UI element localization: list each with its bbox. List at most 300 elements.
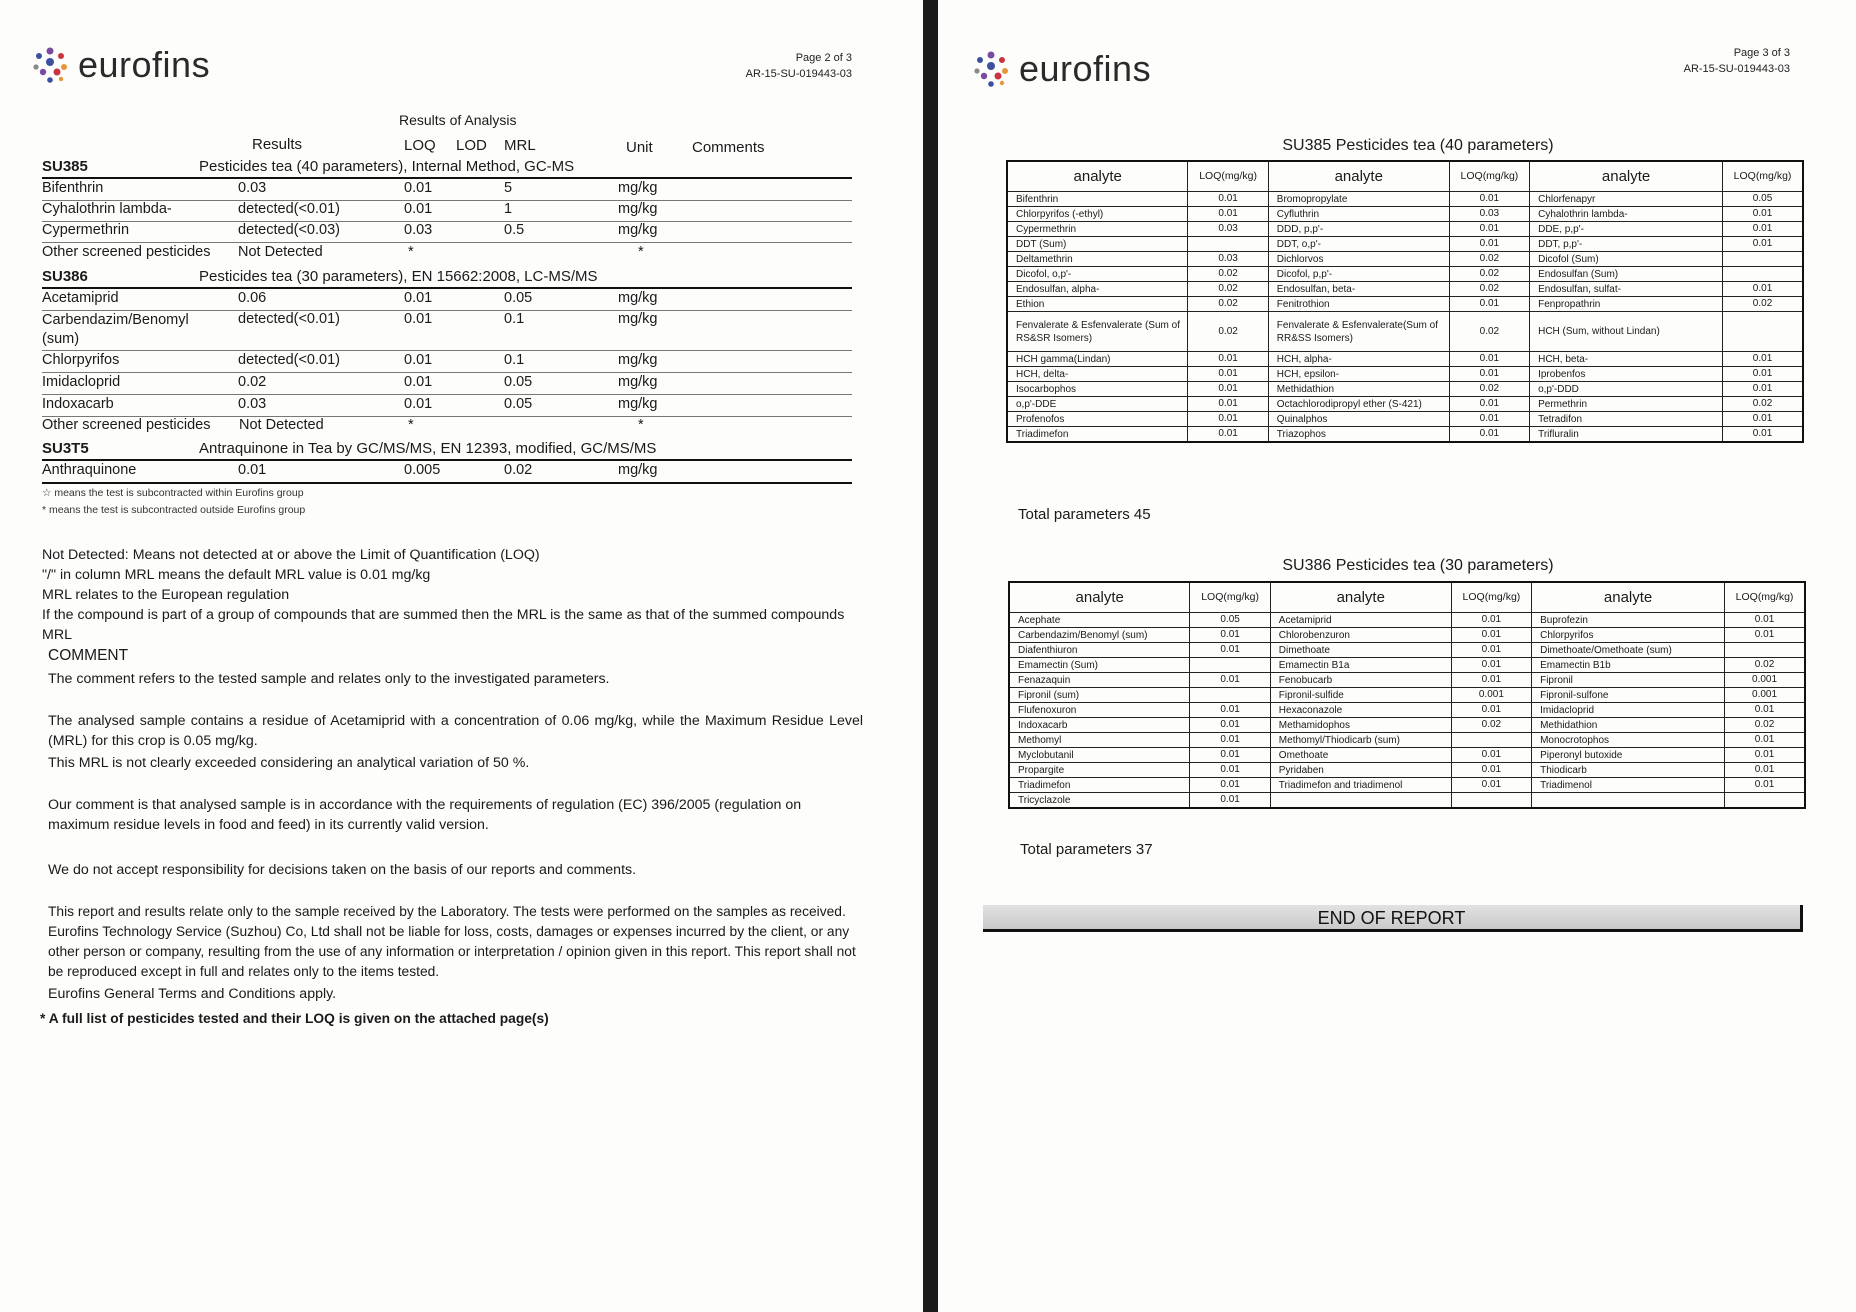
table-row xyxy=(1009,642,1805,657)
loq-value: 0.03 xyxy=(1188,251,1268,266)
analyte-result: Not Detected xyxy=(239,417,324,433)
loq-value xyxy=(1190,657,1270,672)
brand-name: eurofins xyxy=(1019,48,1152,89)
loq-value: 0.01 xyxy=(1188,351,1268,366)
analyte-name: DDE, p,p'- xyxy=(1530,221,1723,236)
table-row xyxy=(1009,792,1805,808)
analyte-name: Fipronil (sum) xyxy=(1009,687,1190,702)
analyte-name: Cyhalothrin lambda- xyxy=(1530,206,1723,221)
loq-value: 0.02 xyxy=(1449,281,1529,296)
analyte-header: analyte xyxy=(1007,161,1188,191)
analyte-name: Endosulfan, sulfat- xyxy=(1530,281,1723,296)
disclaimer: This report and results relate only to the sample received by the Laboratory. The tests were performed on the samples as received. Eurofins Technology Service (Suzhou) Co, Ltd shall not be liable for loss, costs, damages or expenses incurred by the client, or any other person or company, resulting from the use of any information or interpretation / opinion given in this report. This report shall not be reproduced except in full and relates only to the items tested. xyxy=(48,904,856,979)
group-description: Pesticides tea (30 parameters), EN 15662:2008, LC-MS/MS xyxy=(199,268,598,285)
loq-value: 0.01 xyxy=(1723,206,1803,221)
loq-value: 0.01 xyxy=(1451,657,1531,672)
loq-value: 0.02 xyxy=(1188,296,1268,311)
analyte-mrl: 1 xyxy=(504,201,513,217)
su386-table-body xyxy=(1009,612,1805,808)
analyte-name xyxy=(1270,792,1451,808)
analyte-name: Methomyl xyxy=(1009,732,1190,747)
analyte-result: 0.01 xyxy=(238,462,267,478)
analyte-name: Triazophos xyxy=(1268,426,1449,442)
table-row xyxy=(1009,672,1805,687)
loq-value: 0.01 xyxy=(1725,762,1805,777)
analyte-name: Emamectin (Sum) xyxy=(1009,657,1190,672)
loq-value: 0.01 xyxy=(1190,702,1270,717)
analyte-loq: 0.01 xyxy=(404,352,433,368)
table-row xyxy=(1007,411,1803,426)
result-row xyxy=(42,351,852,373)
loq-value: 0.02 xyxy=(1723,396,1803,411)
header-lod: LOD xyxy=(456,137,487,154)
loq-value: 0.01 xyxy=(1188,366,1268,381)
su385-parameters-table xyxy=(1006,160,1804,443)
analyte-name: Iprobenfos xyxy=(1530,366,1723,381)
loq-value: 0.01 xyxy=(1449,396,1529,411)
loq-value: 0.01 xyxy=(1723,221,1803,236)
comment-responsibility: We do not accept responsibility for decisions taken on the basis of our reports and comments. xyxy=(48,862,637,878)
loq-value xyxy=(1725,792,1805,808)
result-row xyxy=(42,461,852,484)
loq-value: 0.01 xyxy=(1188,411,1268,426)
analyte-name: HCH gamma(Lindan) xyxy=(1007,351,1188,366)
analyte-header: analyte xyxy=(1268,161,1449,191)
result-row xyxy=(42,179,852,201)
analyte-name: Monocrotophos xyxy=(1532,732,1725,747)
loq-value: 0.02 xyxy=(1449,381,1529,396)
loq-value: 0.01 xyxy=(1451,612,1531,627)
analyte-name: Fenitrothion xyxy=(1268,296,1449,311)
loq-value: 0.01 xyxy=(1723,426,1803,442)
loq-value: 0.02 xyxy=(1449,266,1529,281)
analyte-loq: * xyxy=(408,417,414,433)
analyte-result: detected(<0.01) xyxy=(238,352,340,368)
header-unit: Unit xyxy=(626,139,653,156)
eurofins-logo-icon xyxy=(971,49,1011,89)
analyte-name: Permethrin xyxy=(1530,396,1723,411)
loq-value: 0.05 xyxy=(1723,191,1803,206)
table-row xyxy=(1007,381,1803,396)
analyte-name: Fenvalerate & Esfenvalerate(Sum of RR&SS Isomers) xyxy=(1268,311,1449,351)
table-row xyxy=(1007,426,1803,442)
loq-value: 0.02 xyxy=(1725,657,1805,672)
analyte-unit: mg/kg xyxy=(618,396,658,412)
analyte-mrl: 0.02 xyxy=(504,462,533,478)
analyte-name: Methamidophos xyxy=(1270,717,1451,732)
loq-value xyxy=(1451,732,1531,747)
loq-header: LOQ(mg/kg) xyxy=(1723,161,1803,191)
footnote-within: ☆ means the test is subcontracted within Eurofins group xyxy=(42,487,304,499)
analyte-name: Dimethoate xyxy=(1270,642,1451,657)
analyte-loq: * xyxy=(408,244,414,260)
analyte-name: Chlorfenapyr xyxy=(1530,191,1723,206)
result-row xyxy=(42,395,852,417)
analyte-result: Not Detected xyxy=(238,244,323,260)
loq-value: 0.01 xyxy=(1451,762,1531,777)
analyte-unit: mg/kg xyxy=(618,180,658,196)
analyte-name: HCH, alpha- xyxy=(1268,351,1449,366)
analyte-name: Cyfluthrin xyxy=(1268,206,1449,221)
eurofins-logo xyxy=(971,48,1151,90)
su386-total: Total parameters 37 xyxy=(1020,841,1153,858)
analyte-name: Endosulfan, alpha- xyxy=(1007,281,1188,296)
comment-heading: COMMENT xyxy=(48,647,129,664)
loq-value: 0.01 xyxy=(1723,381,1803,396)
table-row xyxy=(1009,627,1805,642)
loq-value: 0.02 xyxy=(1188,266,1268,281)
analyte-name: Deltamethrin xyxy=(1007,251,1188,266)
analyte-name: Carbendazim/Benomyl (sum) xyxy=(1009,627,1190,642)
analyte-name: Triadimenol xyxy=(1532,777,1725,792)
analyte-name: Indoxacarb xyxy=(1009,717,1190,732)
analyte-unit: mg/kg xyxy=(618,374,658,390)
table-header-row xyxy=(1007,161,1803,191)
analyte-name: Triadimefon and triadimenol xyxy=(1270,777,1451,792)
analyte-name: Myclobutanil xyxy=(1009,747,1190,762)
loq-value: 0.01 xyxy=(1449,411,1529,426)
loq-value: 0.01 xyxy=(1723,366,1803,381)
loq-header: LOQ(mg/kg) xyxy=(1190,582,1270,612)
loq-value: 0.01 xyxy=(1449,236,1529,251)
loq-header: LOQ(mg/kg) xyxy=(1188,161,1268,191)
full-list-note: * A full list of pesticides tested and their LOQ is given on the attached page(s) xyxy=(40,1011,549,1026)
analyte-unit: mg/kg xyxy=(618,290,658,306)
group-code: SU385 xyxy=(42,158,88,175)
su385-total: Total parameters 45 xyxy=(1018,506,1151,523)
loq-value: 0.02 xyxy=(1451,717,1531,732)
analyte-name: Tetradifon xyxy=(1530,411,1723,426)
analyte-name: Propargite xyxy=(1009,762,1190,777)
analyte-name: HCH (Sum, without Lindan) xyxy=(1530,311,1723,351)
loq-value: 0.01 xyxy=(1190,732,1270,747)
table-row xyxy=(1007,396,1803,411)
loq-value: 0.01 xyxy=(1188,191,1268,206)
analyte-name: Acetamiprid xyxy=(42,290,119,306)
analyte-result: detected(<0.01) xyxy=(238,201,340,217)
analyte-result: detected(<0.01) xyxy=(238,311,340,327)
analyte-mrl: 0.1 xyxy=(504,311,525,327)
result-row xyxy=(42,221,852,243)
analyte-name: Methidathion xyxy=(1532,717,1725,732)
analyte-name: Chlorobenzuron xyxy=(1270,627,1451,642)
loq-value: 0.01 xyxy=(1449,351,1529,366)
page-info xyxy=(700,50,852,82)
loq-value: 0.02 xyxy=(1449,251,1529,266)
analyte-name: Thiodicarb xyxy=(1532,762,1725,777)
table-row xyxy=(1009,777,1805,792)
analyte-name: Indoxacarb xyxy=(42,396,114,412)
loq-value xyxy=(1725,642,1805,657)
analyte-header: analyte xyxy=(1009,582,1190,612)
analyte-result: detected(<0.03) xyxy=(238,222,340,238)
loq-value: 0.03 xyxy=(1449,206,1529,221)
analyte-name: Triadimefon xyxy=(1007,426,1188,442)
analyte-name: Cypermethrin xyxy=(42,222,130,238)
analyte-name: HCH, beta- xyxy=(1530,351,1723,366)
loq-value: 0.01 xyxy=(1725,747,1805,762)
loq-value: 0.01 xyxy=(1188,206,1268,221)
analyte-unit: mg/kg xyxy=(618,462,658,478)
table-row xyxy=(1009,747,1805,762)
table-row xyxy=(1007,251,1803,266)
analyte-name: Fenvalerate & Esfenvalerate (Sum of RS&SR Isomers) xyxy=(1007,311,1188,351)
loq-value: 0.01 xyxy=(1449,221,1529,236)
analyte-name: Flufenoxuron xyxy=(1009,702,1190,717)
loq-header: LOQ(mg/kg) xyxy=(1451,582,1531,612)
loq-value: 0.01 xyxy=(1188,396,1268,411)
analyte-name: Diafenthiuron xyxy=(1009,642,1190,657)
analyte-name: Omethoate xyxy=(1270,747,1451,762)
result-row xyxy=(42,310,852,351)
table-row xyxy=(1009,717,1805,732)
loq-value: 0.01 xyxy=(1451,642,1531,657)
loq-value: 0.01 xyxy=(1190,747,1270,762)
loq-value: 0.02 xyxy=(1723,296,1803,311)
loq-value: 0.01 xyxy=(1449,366,1529,381)
group-code: SU3T5 xyxy=(42,440,89,457)
analyte-name: Bifenthrin xyxy=(42,180,104,196)
analyte-name: Chlorpyrifos xyxy=(42,352,120,368)
report-reference: AR-15-SU-019443-03 xyxy=(1683,63,1790,75)
analyte-loq: 0.005 xyxy=(404,462,441,478)
table-row xyxy=(1007,191,1803,206)
end-of-report-bar: END OF REPORT xyxy=(983,905,1803,932)
analyte-name: Profenofos xyxy=(1007,411,1188,426)
loq-value: 0.02 xyxy=(1188,281,1268,296)
comment-compliance: Our comment is that analysed sample is in accordance with the requirements of regulation (EC) 396/2005 (regulation on maximum residue levels in food and feed) in its currently valid version. xyxy=(48,797,802,833)
loq-value: 0.02 xyxy=(1449,311,1529,351)
note: MRL relates to the European regulation xyxy=(42,587,290,603)
result-row xyxy=(42,243,852,264)
analyte-name: Bifenthrin xyxy=(1007,191,1188,206)
loq-value: 0.01 xyxy=(1451,702,1531,717)
analyte-name: Chlorpyrifos xyxy=(1532,627,1725,642)
analyte-name: Quinalphos xyxy=(1268,411,1449,426)
table-row xyxy=(1009,732,1805,747)
table-row xyxy=(1009,762,1805,777)
table-row xyxy=(1007,281,1803,296)
loq-value: 0.02 xyxy=(1725,717,1805,732)
loq-value: 0.03 xyxy=(1188,221,1268,236)
table-row xyxy=(1009,702,1805,717)
analyte-result: 0.03 xyxy=(238,396,267,412)
analyte-name: Acephate xyxy=(1009,612,1190,627)
loq-value: 0.01 xyxy=(1190,792,1270,808)
analyte-name: HCH, epsilon- xyxy=(1268,366,1449,381)
analyte-name: DDT, p,p'- xyxy=(1530,236,1723,251)
analyte-loq: 0.01 xyxy=(404,396,433,412)
analyte-name: Acetamiprid xyxy=(1270,612,1451,627)
analyte-name: Tricyclazole xyxy=(1009,792,1190,808)
note: Not Detected: Means not detected at or above the Limit of Quantification (LOQ) xyxy=(42,547,540,563)
analyte-name: DDD, p,p'- xyxy=(1268,221,1449,236)
page-info xyxy=(1638,45,1790,77)
analyte-name: Isocarbophos xyxy=(1007,381,1188,396)
su386-table-title: SU386 Pesticides tea (30 parameters) xyxy=(1282,557,1554,574)
analyte-name: Fenazaquin xyxy=(1009,672,1190,687)
analyte-loq: 0.01 xyxy=(404,374,433,390)
brand-name: eurofins xyxy=(78,44,211,85)
loq-value xyxy=(1188,236,1268,251)
analyte-name: Dicofol, o,p'- xyxy=(1007,266,1188,281)
analyte-name: Ethion xyxy=(1007,296,1188,311)
results-title: Results of Analysis xyxy=(399,112,517,128)
analyte-name: Cypermethrin xyxy=(1007,221,1188,236)
analyte-loq: 0.03 xyxy=(404,222,433,238)
loq-value: 0.01 xyxy=(1188,381,1268,396)
loq-value: 0.01 xyxy=(1449,296,1529,311)
header-comments: Comments xyxy=(692,139,765,156)
table-row xyxy=(1007,311,1803,351)
su385-table-title: SU385 Pesticides tea (40 parameters) xyxy=(1282,137,1554,154)
loq-value xyxy=(1723,251,1803,266)
table-row xyxy=(1007,366,1803,381)
page-number: Page 2 of 3 xyxy=(795,52,852,64)
loq-value: 0.01 xyxy=(1451,747,1531,762)
loq-value: 0.01 xyxy=(1190,672,1270,687)
eurofins-logo xyxy=(30,44,210,86)
result-row xyxy=(42,200,852,222)
loq-value: 0.01 xyxy=(1725,627,1805,642)
analyte-unit: * xyxy=(638,417,644,433)
analyte-mrl: 5 xyxy=(504,180,513,196)
su385-table-body xyxy=(1007,191,1803,442)
loq-value: 0.01 xyxy=(1725,702,1805,717)
analyte-name: Cyhalothrin lambda- xyxy=(42,201,172,217)
analyte-name: Fipronil-sulfide xyxy=(1270,687,1451,702)
analyte-loq: 0.01 xyxy=(404,290,433,306)
analyte-mrl: 0.1 xyxy=(504,352,525,368)
footnote-outside: * means the test is subcontracted outside Eurofins group xyxy=(42,504,306,516)
result-row xyxy=(42,416,852,437)
table-row xyxy=(1007,351,1803,366)
table-row xyxy=(1009,687,1805,702)
analyte-name: Dimethoate/Omethoate (sum) xyxy=(1532,642,1725,657)
loq-value: 0.01 xyxy=(1190,717,1270,732)
analyte-result: 0.02 xyxy=(238,374,267,390)
analyte-name: Fipronil-sulfone xyxy=(1532,687,1725,702)
analyte-unit: mg/kg xyxy=(618,311,658,327)
table-row xyxy=(1009,612,1805,627)
analyte-mrl: 0.5 xyxy=(504,222,525,238)
analyte-name: Emamectin B1b xyxy=(1532,657,1725,672)
loq-value: 0.02 xyxy=(1188,311,1268,351)
group-code: SU386 xyxy=(42,268,88,285)
analyte-mrl: 0.05 xyxy=(504,290,533,306)
analyte-name: Imidacloprid xyxy=(42,374,121,390)
analyte-result: 0.06 xyxy=(238,290,267,306)
analyte-name: Carbendazim/Benomyl (sum) xyxy=(42,312,189,347)
group-su386 xyxy=(42,267,852,289)
report-reference: AR-15-SU-019443-03 xyxy=(745,68,852,80)
analyte-name: Endosulfan, beta- xyxy=(1268,281,1449,296)
comment-variation: This MRL is not clearly exceeded considering an analytical variation of 50 %. xyxy=(48,755,530,771)
page-divider xyxy=(923,0,938,1312)
loq-value: 0.001 xyxy=(1451,687,1531,702)
note: "/" in column MRL means the default MRL value is 0.01 mg/kg xyxy=(42,567,431,583)
note: If the compound is part of a group of compounds that are summed then the MRL is the same as that of the summed compounds MRL xyxy=(42,607,845,643)
group-description: Pesticides tea (40 parameters), Internal Method, GC-MS xyxy=(199,158,575,175)
analyte-name: Methidathion xyxy=(1268,381,1449,396)
loq-value: 0.01 xyxy=(1451,672,1531,687)
table-row xyxy=(1007,221,1803,236)
analyte-unit: mg/kg xyxy=(618,201,658,217)
header-results: Results xyxy=(252,136,303,153)
analyte-mrl: 0.05 xyxy=(504,396,533,412)
general-terms: Eurofins General Terms and Conditions apply. xyxy=(48,986,337,1002)
header-loq: LOQ xyxy=(404,137,436,154)
analyte-loq: 0.01 xyxy=(404,201,433,217)
analyte-name: Triadimefon xyxy=(1009,777,1190,792)
analyte-name: Buprofezin xyxy=(1532,612,1725,627)
analyte-name: Anthraquinone xyxy=(42,462,137,478)
analyte-loq: 0.01 xyxy=(404,311,433,327)
loq-value: 0.01 xyxy=(1188,426,1268,442)
eurofins-logo-icon xyxy=(30,45,70,85)
loq-value: 0.001 xyxy=(1725,672,1805,687)
analyte-name: Hexaconazole xyxy=(1270,702,1451,717)
analyte-name: Dichlorvos xyxy=(1268,251,1449,266)
group-su3t5 xyxy=(42,439,852,461)
analyte-name: Dicofol, p,p'- xyxy=(1268,266,1449,281)
table-row xyxy=(1007,206,1803,221)
loq-value: 0.01 xyxy=(1725,612,1805,627)
analyte-name: Other screened pesticides xyxy=(42,244,211,260)
analyte-name: Other screened pesticides xyxy=(42,417,211,433)
analyte-header: analyte xyxy=(1530,161,1723,191)
analyte-header: analyte xyxy=(1270,582,1451,612)
analyte-name: Methomyl/Thiodicarb (sum) xyxy=(1270,732,1451,747)
comment-scope: The comment refers to the tested sample and relates only to the investigated parameters. xyxy=(48,671,610,687)
analyte-name: Endosulfan (Sum) xyxy=(1530,266,1723,281)
analyte-name: o,p'-DDE xyxy=(1007,396,1188,411)
analyte-name: Chlorpyrifos (-ethyl) xyxy=(1007,206,1188,221)
table-row xyxy=(1007,236,1803,251)
analyte-name: DDT, o,p'- xyxy=(1268,236,1449,251)
su386-parameters-table xyxy=(1008,581,1806,809)
loq-value: 0.01 xyxy=(1723,236,1803,251)
loq-value xyxy=(1723,266,1803,281)
analyte-name: Fenobucarb xyxy=(1270,672,1451,687)
analyte-unit: mg/kg xyxy=(618,352,658,368)
analyte-name xyxy=(1532,792,1725,808)
table-row xyxy=(1007,266,1803,281)
analyte-loq: 0.01 xyxy=(404,180,433,196)
analyte-name: Piperonyl butoxide xyxy=(1532,747,1725,762)
analyte-name: DDT (Sum) xyxy=(1007,236,1188,251)
loq-value: 0.01 xyxy=(1723,281,1803,296)
analyte-name: Imidacloprid xyxy=(1532,702,1725,717)
analyte-name: Dicofol (Sum) xyxy=(1530,251,1723,266)
analyte-name: Fenpropathrin xyxy=(1530,296,1723,311)
loq-value: 0.01 xyxy=(1723,411,1803,426)
report-page-3 xyxy=(938,0,1856,1312)
group-su385 xyxy=(42,157,852,179)
analyte-result: 0.03 xyxy=(238,180,267,196)
loq-value: 0.01 xyxy=(1190,627,1270,642)
loq-value: 0.01 xyxy=(1723,351,1803,366)
analyte-mrl: 0.05 xyxy=(504,374,533,390)
analyte-unit: * xyxy=(638,244,644,260)
loq-value: 0.01 xyxy=(1725,777,1805,792)
loq-value xyxy=(1190,687,1270,702)
comment-acetamiprid: The analysed sample contains a residue of Acetamiprid with a concentration of 0.06 mg/kg, while the Maximum Residue Level (MRL) for this crop is 0.05 mg/kg. xyxy=(48,713,863,749)
result-row xyxy=(42,373,852,395)
group-description: Antraquinone in Tea by GC/MS/MS, EN 12393, modified, GC/MS/MS xyxy=(199,440,657,457)
result-row xyxy=(42,289,852,311)
loq-value: 0.01 xyxy=(1449,426,1529,442)
